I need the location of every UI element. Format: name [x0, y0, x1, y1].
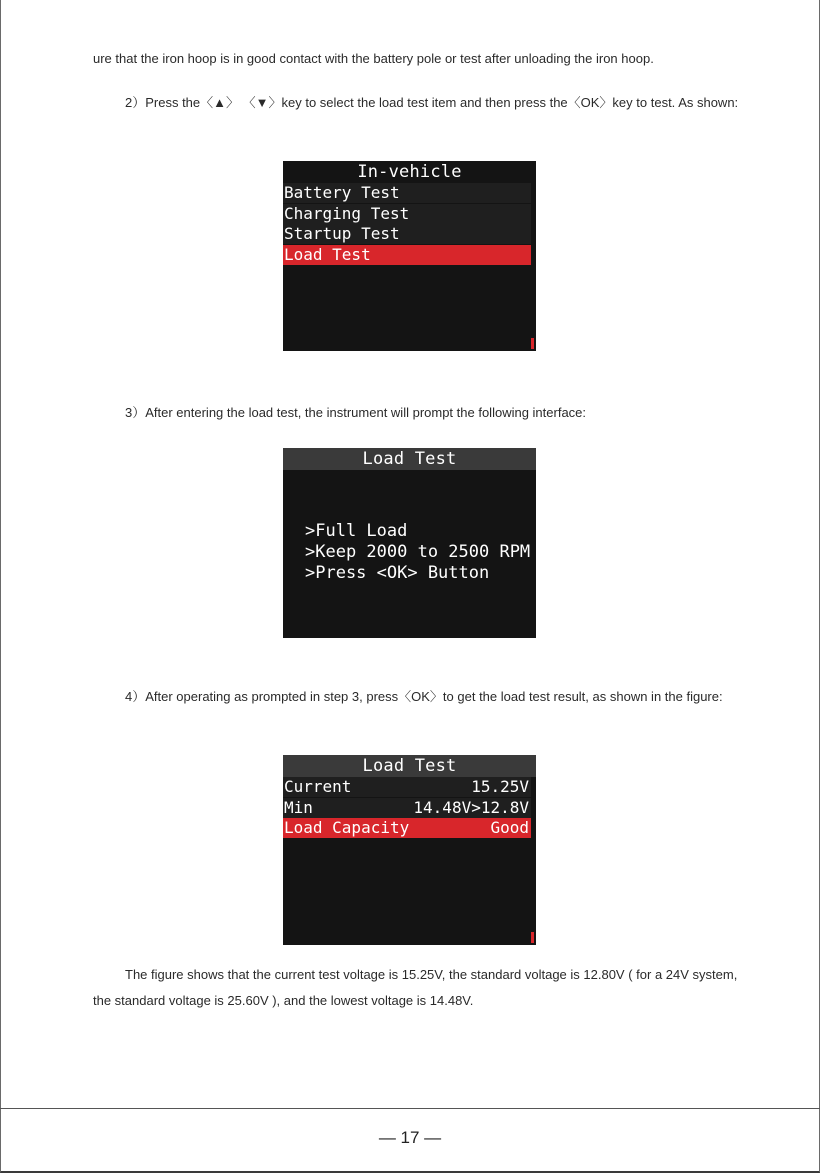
- result-row-current: [283, 777, 531, 797]
- step3-paragraph: [93, 400, 753, 426]
- step4-paragraph: [93, 684, 753, 710]
- result-value: Good: [490, 818, 529, 838]
- page-number: — 17 —: [378, 1128, 442, 1147]
- menu-item-battery-test: [283, 183, 531, 203]
- result-label: Current: [284, 777, 352, 796]
- prompt-screen: [283, 448, 536, 638]
- intro-paragraph: ure that the iron hoop is in good contact with the battery pole or test after unloading the iron hoop.: [93, 51, 654, 66]
- menu-item-label: Startup Test: [284, 224, 400, 244]
- step2-paragraph: [93, 90, 753, 116]
- summary-paragraph: [93, 962, 753, 1014]
- step2-text: 2）Press the〈▲〉 〈▼〉key to select the load test item and then press the〈OK〉key to test. As shown:: [125, 95, 739, 110]
- menu-item-label: Battery Test: [284, 183, 400, 202]
- menu-item-charging-test: [283, 204, 531, 224]
- prompt-line-keep-rpm: >Keep 2000 to 2500 RPM: [305, 542, 531, 562]
- menu-item-load-test: [283, 245, 531, 265]
- result-label: Min: [284, 797, 313, 817]
- prompt-instructions: [305, 521, 530, 584]
- menu-scrollbar: [531, 183, 536, 351]
- menu-item-label: Charging Test: [284, 203, 410, 223]
- result-list: [283, 777, 531, 839]
- result-row-load-capacity: [283, 818, 531, 838]
- step4-text: 4）After operating as prompted in step 3, press〈OK〉to get the load test result, as shown in the figure:: [125, 689, 723, 704]
- result-value: 15.25V: [471, 777, 529, 796]
- footer-rule: [0, 1108, 820, 1109]
- result-scrollbar: [531, 777, 536, 945]
- summary-text: The figure shows that the current test voltage is 15.25V, the standard voltage is 12.80V ( for a 24V system, the standard voltage is 25.60V ), and the lowest voltage is 14.48V.: [93, 967, 738, 1008]
- prompt-screen-title: Load Test: [283, 448, 536, 470]
- prompt-line-full-load: >Full Load: [305, 521, 408, 541]
- scroll-thumb: [531, 338, 534, 349]
- result-value: 14.48V>12.8V: [413, 797, 529, 817]
- result-row-min: [283, 798, 531, 818]
- menu-list: [283, 183, 531, 265]
- prompt-line-press-ok: >Press <OK> Button: [305, 563, 490, 583]
- scroll-thumb: [531, 932, 534, 943]
- menu-item-label: Load Test: [284, 244, 371, 264]
- result-screen-title: Load Test: [283, 755, 536, 777]
- step3-text: 3）After entering the load test, the instrument will prompt the following interface:: [125, 405, 587, 420]
- result-label: Load Capacity: [284, 818, 410, 838]
- menu-screen: [283, 161, 536, 351]
- menu-item-startup-test: [283, 224, 531, 244]
- menu-screen-title: In-vehicle: [283, 161, 536, 183]
- result-screen: [283, 755, 536, 945]
